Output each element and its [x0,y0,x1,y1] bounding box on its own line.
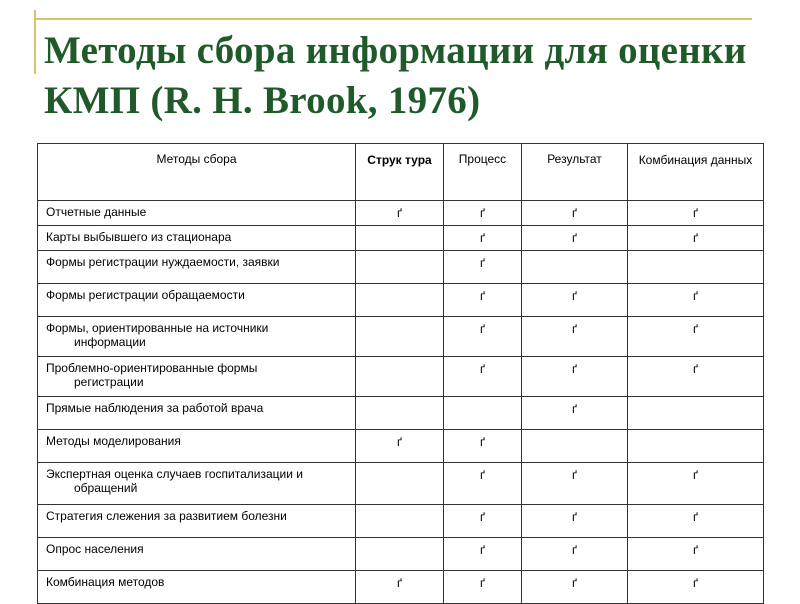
decorative-left-rule [34,10,36,74]
method-name: Комбинация методов [46,575,165,589]
check-mark-result: ґ [522,397,628,430]
method-name-cell [38,284,356,317]
check-mark-result: ґ [522,571,628,604]
method-name-cell [38,463,356,505]
method-name: Методы моделирования [46,434,181,448]
check-mark-structure [356,284,444,317]
check-mark-result [522,430,628,463]
method-name-cell [38,226,356,251]
table-row [38,357,764,397]
check-mark-result: ґ [522,226,628,251]
method-name: Стратегия слежения за развитием болезни [46,509,287,523]
table-row [38,397,764,430]
check-mark-result: ґ [522,538,628,571]
method-name: Карты выбывшего из стационара [46,230,232,244]
check-mark-process: ґ [444,357,522,397]
check-mark-structure [356,357,444,397]
method-name-cell [38,317,356,357]
check-mark-process: ґ [444,505,522,538]
check-mark-combination [628,397,764,430]
method-name-cell [38,397,356,430]
decorative-top-rule [34,18,752,20]
check-mark-combination: ґ [628,505,764,538]
check-mark-process: ґ [444,201,522,226]
check-mark-result: ґ [522,505,628,538]
check-mark-process: ґ [444,538,522,571]
header-combination: Комбинация данных [628,144,764,201]
check-mark-structure: ґ [356,571,444,604]
table-row [38,251,764,284]
check-mark-combination: ґ [628,226,764,251]
method-name-continuation: обращений [74,481,138,495]
check-mark-combination: ґ [628,357,764,397]
check-mark-result: ґ [522,284,628,317]
method-name-cell [38,357,356,397]
method-name-continuation: регистрации [74,375,144,389]
table-header-row [38,144,764,201]
method-name-cell [38,201,356,226]
method-name: Проблемно-ориентированные формы [46,361,258,375]
method-name-continuation: информации [74,335,146,349]
slide-title: Методы сбора информации для оценки КМП (R. H. Brook, 1976) [44,29,747,122]
table-row [38,571,764,604]
check-mark-structure: ґ [356,430,444,463]
table-row [38,226,764,251]
method-name: Прямые наблюдения за работой врача [46,401,264,415]
check-mark-combination: ґ [628,284,764,317]
check-mark-structure [356,463,444,505]
check-mark-result: ґ [522,201,628,226]
method-name-cell [38,430,356,463]
check-mark-result: ґ [522,463,628,505]
header-result: Результат [522,144,628,201]
check-mark-combination: ґ [628,317,764,357]
check-mark-structure [356,505,444,538]
check-mark-structure: ґ [356,201,444,226]
header-process: Процесс [444,144,522,201]
check-mark-structure [356,226,444,251]
method-name-cell [38,505,356,538]
methods-table [37,143,764,604]
check-mark-combination: ґ [628,201,764,226]
header-methods: Методы сбора [38,144,356,201]
table-row [38,317,764,357]
table-row [38,430,764,463]
check-mark-process: ґ [444,251,522,284]
method-name: Формы регистрации нуждаемости, заявки [46,255,280,269]
table-row [38,284,764,317]
check-mark-process: ґ [444,317,522,357]
method-name: Формы, ориентированные на источники [46,321,269,335]
method-name: Отчетные данные [46,205,147,219]
check-mark-combination: ґ [628,463,764,505]
check-mark-process: ґ [444,284,522,317]
check-mark-structure [356,397,444,430]
method-name-cell [38,538,356,571]
check-mark-structure [356,317,444,357]
check-mark-result: ґ [522,357,628,397]
method-name: Формы регистрации обращаемости [46,288,245,302]
check-mark-combination: ґ [628,538,764,571]
header-structure: Струк тура [356,144,444,201]
method-name-cell [38,251,356,284]
check-mark-process: ґ [444,430,522,463]
check-mark-process [444,397,522,430]
check-mark-result: ґ [522,317,628,357]
check-mark-result [522,251,628,284]
table-row [38,463,764,505]
table-row [38,538,764,571]
table-row [38,201,764,226]
check-mark-process: ґ [444,226,522,251]
check-mark-structure [356,251,444,284]
check-mark-combination: ґ [628,571,764,604]
check-mark-process: ґ [444,463,522,505]
check-mark-combination [628,251,764,284]
method-name-cell [38,571,356,604]
method-name: Экспертная оценка случаев госпитализации и [46,467,303,481]
table-row [38,505,764,538]
check-mark-structure [356,538,444,571]
method-name: Опрос населения [46,542,144,556]
check-mark-combination [628,430,764,463]
check-mark-process: ґ [444,571,522,604]
